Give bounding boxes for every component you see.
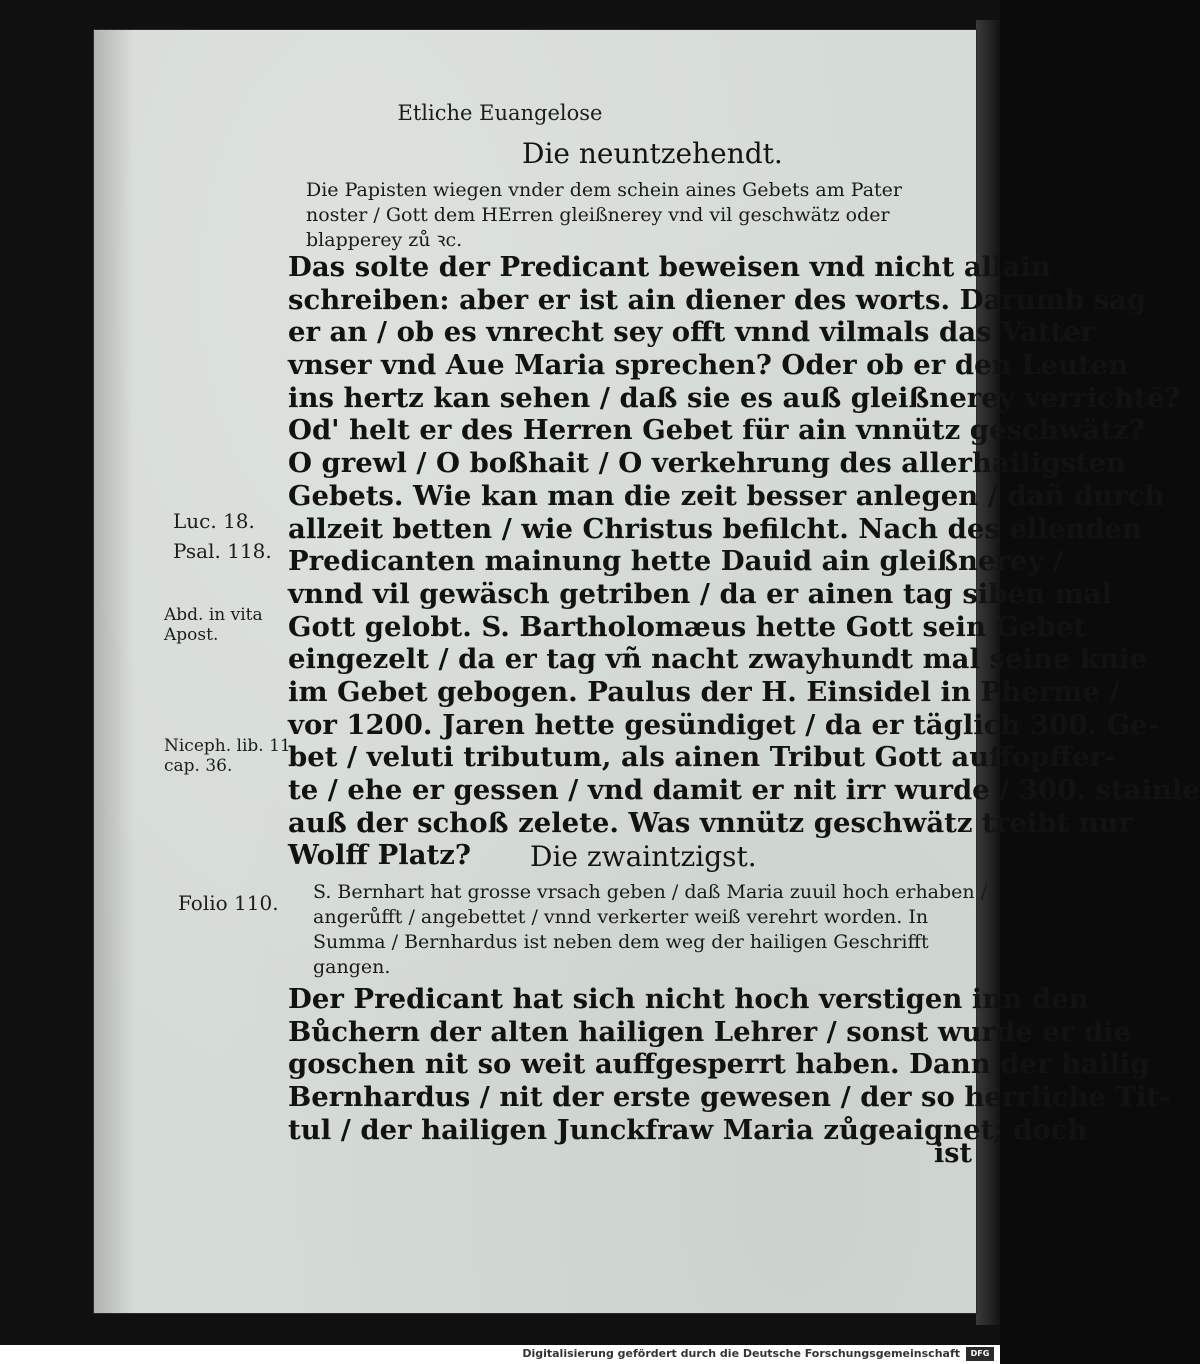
body-line: Od' helt er des Herren Gebet für ain vnnütz geschwätz?	[288, 414, 1145, 447]
body-line: ins hertz kan sehen / daß sie es auß gleißnerey verrichtē?	[288, 381, 1181, 414]
margin-note-abdias	[164, 605, 263, 645]
margin-note-luke: Luc. 18.	[173, 509, 255, 533]
body-line: goschen nit so weit auffgesperrt haben. Dann der hailig	[288, 1048, 1150, 1081]
body-line: bet / veluti tributum, als ainen Tribut Gott auffopffer-	[288, 741, 1116, 774]
body-line: Bernhardus / nit der erste gewesen / der so herrliche Tit-	[288, 1081, 1171, 1114]
body-line: vnnd vil gewäsch getriben / da er ainen tag siben mal	[288, 577, 1112, 610]
section-19-argument	[306, 178, 902, 253]
body-line: vnser vnd Aue Maria sprechen? Oder ob er den Leuten	[288, 349, 1129, 382]
body-line: Gebets. Wie kan man die zeit besser anlegen / dañ durch	[288, 479, 1165, 512]
body-line: Bůchern der alten hailigen Lehrer / sonst wurde er die	[288, 1015, 1132, 1048]
section-title-19: Die neuntzehendt.	[522, 137, 783, 170]
margin-note-line: Abd. in vita	[164, 605, 263, 625]
margin-note-folio: Folio 110.	[178, 891, 279, 915]
argument-line: angerůfft / angebettet / vnnd verkerter weiß verehrt worden. In	[313, 906, 929, 928]
body-line: Das solte der Predicant beweisen vnd nicht allain	[288, 251, 1051, 283]
section-19-body	[288, 251, 1200, 872]
body-line: allzeit betten / wie Christus befilcht. Nach des ellenden	[288, 512, 1143, 545]
argument-line: blapperey zů ꝛc.	[306, 229, 463, 251]
margin-note-psalm: Psal. 118.	[173, 539, 272, 563]
margin-note-nicephorus	[164, 736, 296, 776]
body-line: auß der schoß zelete. Was vnnütz geschwätz treibt nur	[288, 806, 1134, 839]
section-20-argument	[313, 880, 987, 980]
argument-line: gangen.	[313, 956, 391, 978]
section-20-body	[288, 983, 1171, 1146]
body-line: eingezelt / da er tag vñ nacht zwayhundt mal seine knie	[288, 643, 1147, 676]
margin-note-line: Apost.	[164, 625, 219, 645]
funding-credit: Digitalisierung gefördert durch die Deutsche Forschungsgemeinschaft	[522, 1347, 960, 1360]
argument-line: Summa / Bernhardus ist neben dem weg der hailigen Geschrifft	[313, 931, 929, 953]
section-title-20: Die zwaintzigst.	[530, 840, 757, 873]
body-line: schreiben: aber er ist ain diener des worts. Darumb sag	[288, 283, 1147, 316]
body-line: te / ehe er gessen / vnd damit er nit irr wurde / 300. stainle	[288, 774, 1200, 806]
body-line: Predicanten mainung hette Dauid ain gleißnerey /	[288, 545, 1064, 578]
gutter-shadow	[94, 30, 134, 1313]
body-line: Wolff Platz?	[288, 839, 471, 872]
body-line: er an / ob es vnrecht sey offt vnnd vilmals das Vatter	[288, 316, 1096, 349]
body-line: Der Predicant hat sich nicht hoch verstigen inn den	[288, 983, 1089, 1015]
body-line: tul / der hailigen Junckfraw Maria zůgeaignet; doch	[288, 1113, 1088, 1146]
margin-note-line: cap. 36.	[164, 756, 233, 776]
body-line: O grewl / O boßhait / O verkehrung des allerhailigsten	[288, 447, 1127, 480]
body-line: vor 1200. Jaren hette gesündiget / da er täglich 300. Ge-	[288, 708, 1159, 741]
dfg-logo-icon: DFG	[966, 1347, 994, 1361]
argument-line: noster / Gott dem HErren gleißnerey vnd vil geschwätz oder	[306, 204, 890, 226]
argument-line: S. Bernhart hat grosse vrsach geben / daß Maria zuuil hoch erhaben /	[313, 881, 988, 903]
body-line: Gott gelobt. S. Bartholomæus hette Gott sein Gebet	[288, 610, 1086, 643]
margin-note-line: Niceph. lib. 11.	[164, 736, 297, 756]
running-head: Etliche Euangelose	[397, 101, 603, 125]
catchword: ist	[934, 1138, 972, 1169]
argument-line: Die Papisten wiegen vnder dem schein aines Gebets am Pater	[306, 179, 902, 201]
body-line: im Gebet gebogen. Paulus der H. Einsidel in Pherme /	[288, 675, 1120, 708]
